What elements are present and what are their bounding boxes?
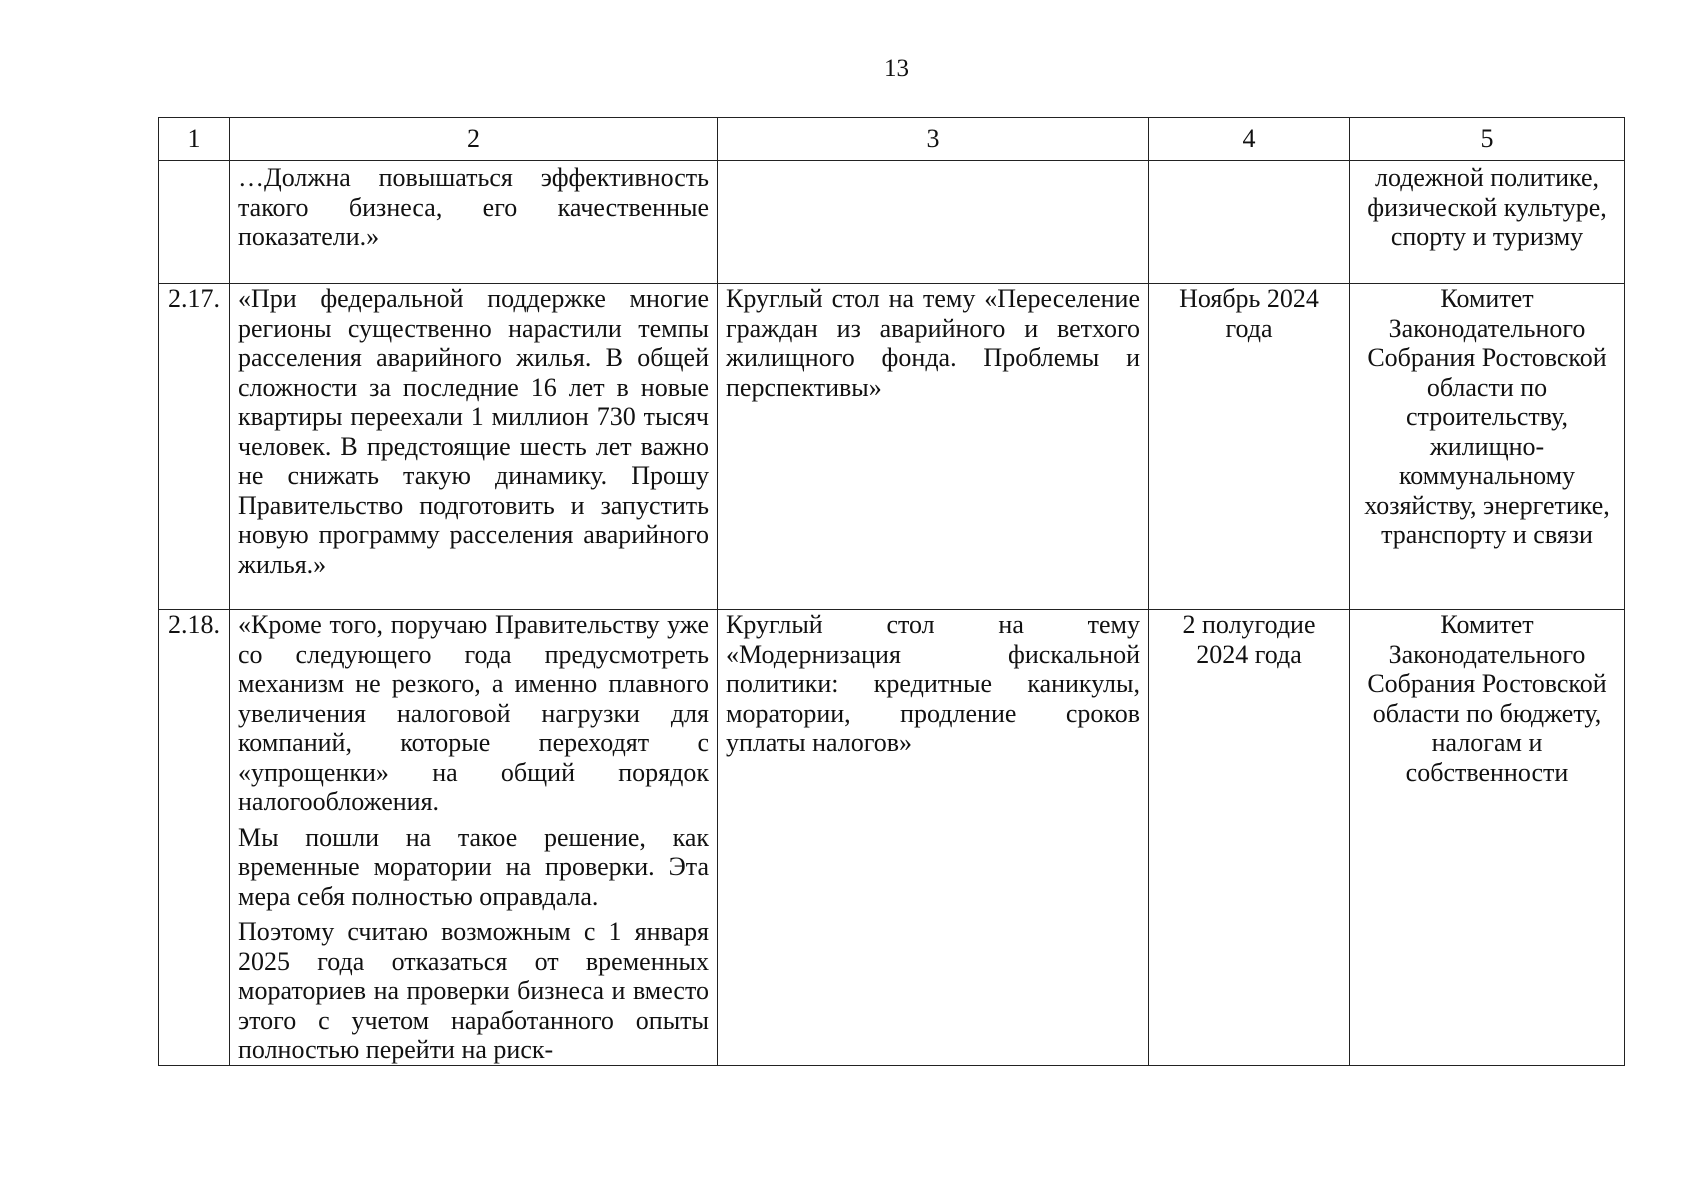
term-cell — [1149, 161, 1350, 284]
event-cell: Круглый стол на тему «Переселение граждан из аварийного и ветхого жилищного фонда. Проблемы и перспективы» — [718, 284, 1149, 610]
quote-paragraph: Поэтому считаю возможным с 1 января 2025 года отказаться от временных мораториев на проверки бизнеса и вместо этого с учетом наработанного опыты полностью перейти на риск- — [238, 917, 709, 1064]
header-cell-5: 5 — [1350, 118, 1625, 161]
responsible-cell: Комитет Законодательного Собрания Ростовской области по строительству, жилищно-коммунальному хозяйству, энергетике, транспорту и связи — [1350, 284, 1625, 610]
quote-paragraph: «При федеральной поддержке многие регионы существенно нарастили темпы расселения аварийного жилья. В общей сложности за последние 16 лет в новые квартиры переехали 1 миллион 730 тысяч человек. В предстоящие шесть лет важно не снижать такую динамику. Прошу Правительство подготовить и запустить новую программу расселения аварийного жилья.» — [238, 284, 709, 579]
event-cell: Круглый стол на тему «Модернизация фискальной политики: кредитные каникулы, моратории, продление сроков уплаты налогов» — [718, 610, 1149, 1066]
quote-paragraph: …Должна повышаться эффективность такого бизнеса, его качественные показатели.» — [238, 163, 709, 251]
responsible-cell: Комитет Законодательного Собрания Ростовской области по бюджету, налогам и собственности — [1350, 610, 1625, 1066]
term-cell: 2 полугодие 2024 года — [1149, 610, 1350, 1066]
table-row — [159, 610, 1625, 1066]
quote-cell — [230, 610, 718, 1066]
event-cell — [718, 161, 1149, 284]
item-number: 2.17. — [159, 284, 230, 610]
header-cell-4: 4 — [1149, 118, 1350, 161]
table-row — [159, 161, 1625, 284]
quote-cell — [230, 284, 718, 610]
plan-table — [158, 117, 1625, 1066]
quote-paragraph: Мы пошли на такое решение, как временные моратории на проверки. Эта мера себя полностью оправдала. — [238, 822, 709, 911]
quote-cell — [230, 161, 718, 284]
page-number: 13 — [884, 55, 909, 82]
term-cell: Ноябрь 2024 года — [1149, 284, 1350, 610]
header-cell-2: 2 — [230, 118, 718, 161]
item-number: 2.18. — [159, 610, 230, 1066]
responsible-cell: лодежной политике, физической культуре, спорту и туризму — [1350, 161, 1625, 284]
header-cell-3: 3 — [718, 118, 1149, 161]
table-row — [159, 284, 1625, 610]
quote-paragraph: «Кроме того, поручаю Правительству уже со следующего года предусмотреть механизм не резкого, а именно плавного увеличения налоговой нагрузки для компаний, которые переходят с «упрощенки» на общий порядок налогообложения. — [238, 610, 709, 816]
header-row — [159, 118, 1625, 161]
item-number — [159, 161, 230, 284]
header-cell-1: 1 — [159, 118, 230, 161]
